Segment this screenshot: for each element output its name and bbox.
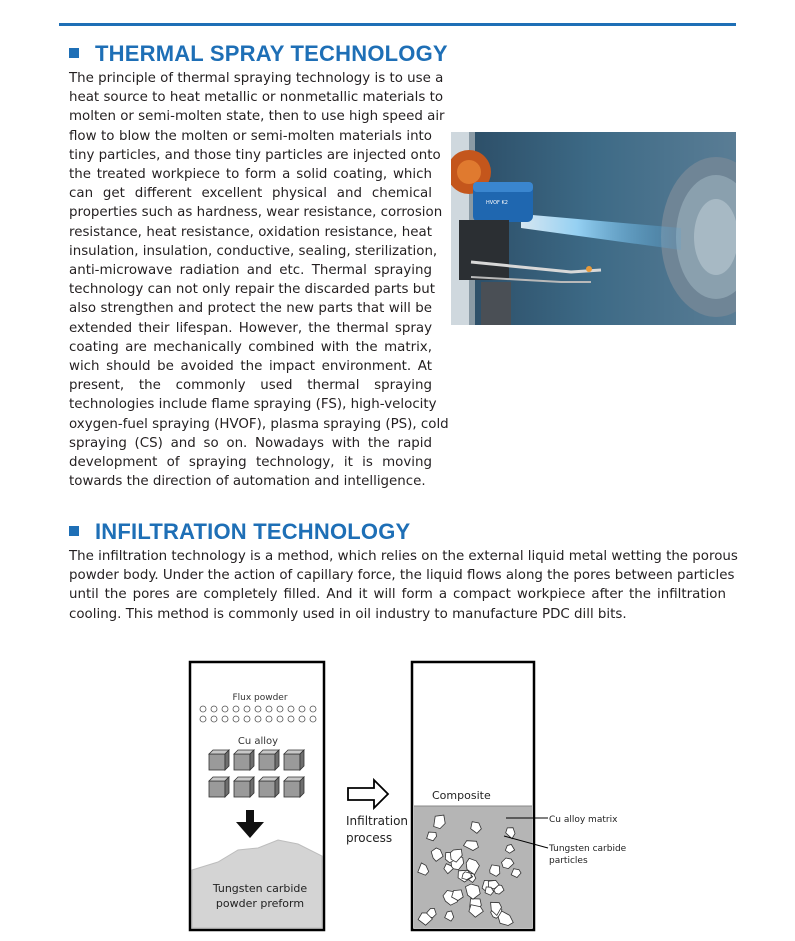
text-line: coating are mechanically combined with the matrix,	[69, 339, 432, 355]
text-line: development of spraying technology, it is moving	[69, 455, 432, 471]
flux-dot	[255, 716, 261, 722]
thermal-paragraph	[69, 69, 449, 491]
text-line: wich should be avoided the impact environment. At	[69, 359, 432, 375]
text-line: technology can not only repair the discarded parts but	[69, 282, 436, 298]
cu-cube	[209, 777, 229, 797]
section-title-thermal	[69, 41, 448, 67]
flux-dot	[211, 706, 217, 712]
text-line: towards the direction of automation and intelligence.	[69, 474, 426, 490]
cu-cube	[234, 750, 254, 770]
text-line: cooling. This method is commonly used in oil industry to manufacture PDC dill bits.	[69, 606, 627, 622]
text-line: properties such as hardness, wear resistance, corrosion	[69, 205, 443, 221]
composite-label: Composite	[432, 789, 491, 802]
flux-dot	[255, 706, 261, 712]
cu-cube	[284, 750, 304, 770]
text-line: the treated workpiece to form a solid coating, which	[69, 167, 432, 183]
thermal-title: THERMAL SPRAY TECHNOLOGY	[95, 41, 448, 66]
flux-dot	[200, 706, 206, 712]
text-line: technologies include flame spraying (FS), high-velocity	[69, 397, 437, 413]
cu-cube	[284, 777, 304, 797]
flux-dot	[288, 706, 294, 712]
flux-dot	[266, 716, 272, 722]
preform-label-2: powder preform	[215, 897, 305, 910]
flux-dot	[266, 706, 272, 712]
cu-cube	[209, 750, 229, 770]
text-line: anti-microwave radiation and etc. Thermal spraying	[69, 263, 432, 279]
right-arrow-icon	[348, 780, 388, 808]
wc-label-1: Tungsten carbide	[549, 844, 627, 854]
flux-label: Flux powder	[232, 693, 288, 703]
flux-dot	[233, 716, 239, 722]
top-rule	[59, 23, 736, 26]
infiltration-title: INFILTRATION TECHNOLOGY	[95, 519, 411, 544]
preform-label-1: Tungsten carbide	[212, 882, 308, 895]
flux-dot	[310, 706, 316, 712]
text-line: resistance, heat resistance, oxidation resistance, heat	[69, 224, 432, 240]
cu-cube	[259, 750, 279, 770]
text-line: flow to blow the molten or semi-molten materials into	[69, 128, 432, 144]
flux-dot	[222, 706, 228, 712]
text-line: The infiltration technology is a method, which relies on the external liquid metal wetting the porous	[69, 549, 738, 564]
preform-beaker	[190, 662, 324, 930]
text-line: insulation, insulation, conductive, sealing, sterilization,	[69, 243, 438, 259]
text-line: until the pores are completely filled. And it will form a compact workpiece after the infiltration	[69, 587, 726, 603]
square-bullet-icon	[69, 48, 79, 58]
flux-dot	[277, 706, 283, 712]
text-line: heat source to heat metallic or nonmetallic materials to	[69, 90, 444, 106]
process-label-2: process	[346, 831, 393, 845]
cu-alloy-label: Cu alloy	[237, 736, 279, 747]
cu-cube	[259, 777, 279, 797]
composite-beaker	[412, 662, 534, 930]
text-line: extended their lifespan. However, the thermal spray	[69, 320, 432, 336]
text-line: present, the commonly used thermal spraying	[69, 378, 432, 394]
text-line: spraying (CS) and so on. Nowadays with the rapid	[69, 435, 432, 451]
flux-dot	[244, 716, 250, 722]
text-line: oxygen-fuel spraying (HVOF), plasma spraying (PS), cold	[69, 416, 449, 432]
infiltration-diagram	[188, 658, 648, 936]
flux-dot	[299, 716, 305, 722]
matrix-label: Cu alloy matrix	[549, 815, 618, 825]
text-line: The principle of thermal spraying technology is to use a	[69, 71, 444, 86]
wc-label-2: particles	[549, 856, 588, 866]
text-line: powder body. Under the action of capillary force, the liquid flows along the pores between particles	[69, 568, 735, 584]
flux-dot	[211, 716, 217, 722]
text-line: tiny particles, and those tiny particles are injected onto	[69, 147, 441, 163]
flux-dot	[288, 716, 294, 722]
flux-dot	[244, 706, 250, 712]
section-title-infiltration	[69, 519, 410, 545]
flux-dot	[222, 716, 228, 722]
text-line: molten or semi-molten state, then to use high speed air	[69, 109, 445, 125]
square-bullet-icon	[69, 526, 79, 536]
flux-dot	[200, 716, 206, 722]
process-label-1: Infiltration	[346, 814, 409, 828]
text-line: also strengthen and protect the new parts that will be	[69, 301, 432, 317]
infiltration-paragraph	[69, 547, 738, 624]
flux-dot	[233, 706, 239, 712]
cu-cube	[234, 777, 254, 797]
flux-dot	[299, 706, 305, 712]
gun-label: HVOF K2	[486, 200, 508, 206]
thermal-spray-photo	[451, 132, 736, 325]
flux-dot	[277, 716, 283, 722]
text-line: can get different excellent physical and chemical	[69, 186, 432, 202]
flux-dot	[310, 716, 316, 722]
